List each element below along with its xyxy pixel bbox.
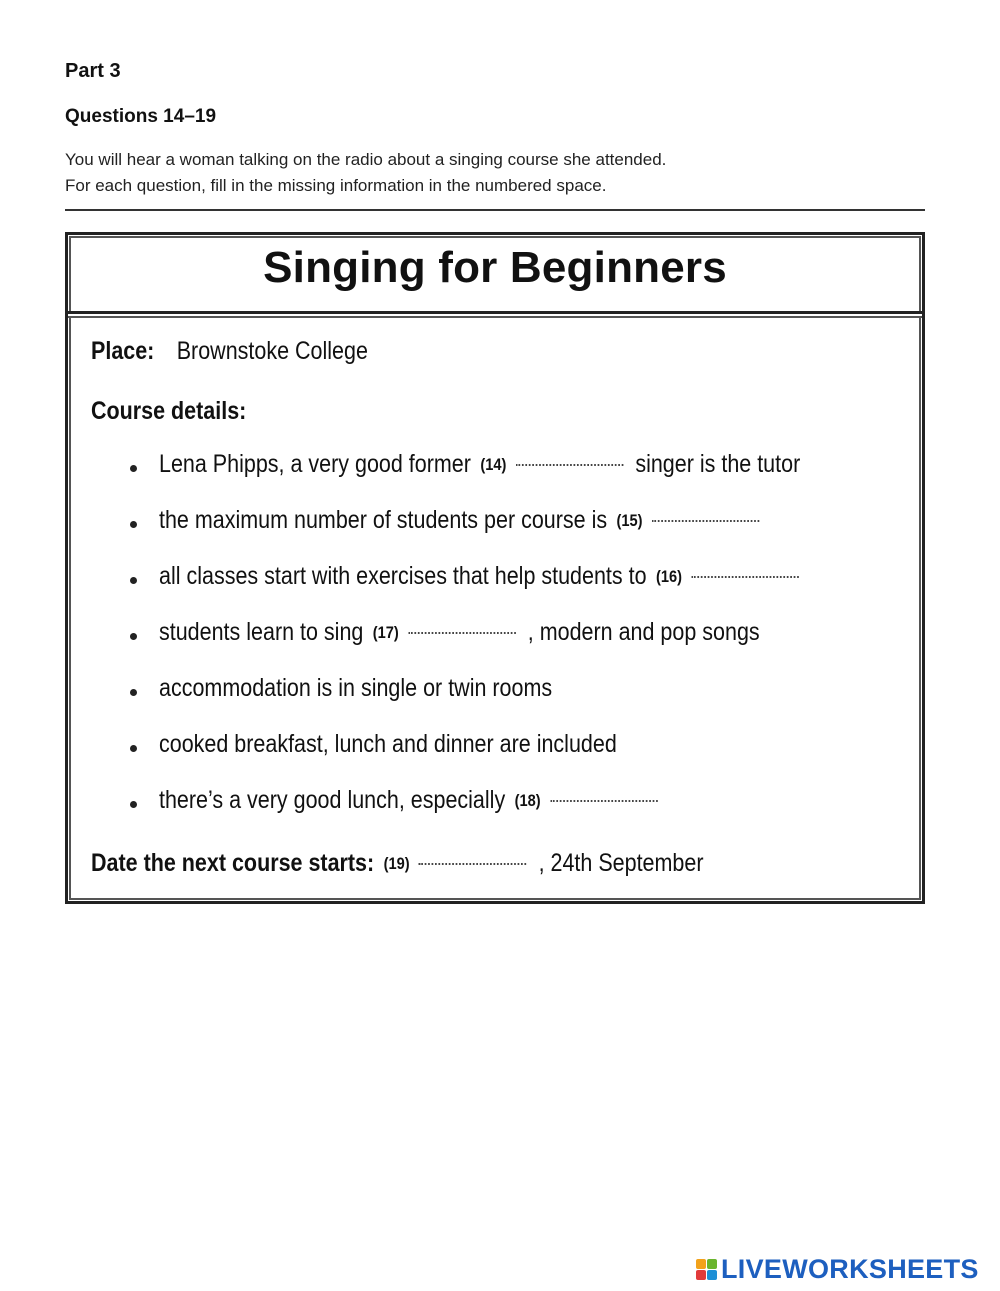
logo-text: LIVEWORKSHEETS (721, 1253, 979, 1284)
question-number: (16) (655, 567, 682, 587)
questions-heading: Questions 14–19 (65, 106, 217, 127)
next-course-date-row (91, 849, 704, 878)
box-title-area (68, 235, 922, 314)
question-number: (14) (480, 455, 507, 475)
bullet-icon (130, 521, 137, 528)
place-label: Place: (91, 337, 155, 365)
date-label: Date the next course starts: (91, 849, 375, 877)
box-title: Singing for Beginners (263, 243, 727, 292)
divider (65, 209, 925, 211)
item-text: Lena Phipps, a very good former (159, 450, 471, 478)
part-heading: Part 3 (65, 60, 121, 82)
question-number: (15) (616, 511, 643, 531)
item-text-after: singer is the tutor (635, 450, 801, 478)
bullet-icon (130, 465, 137, 472)
item-text-after: , modern and pop songs (527, 618, 760, 646)
instructions (65, 147, 666, 199)
bullet-icon (130, 745, 137, 752)
item-text: cooked breakfast, lunch and dinner are included (159, 730, 617, 758)
bullet-icon (130, 801, 137, 808)
notes-box (65, 232, 925, 904)
date-after: , 24th September (538, 849, 704, 877)
answer-blank-17[interactable] (408, 632, 516, 634)
question-number: (19) (383, 854, 410, 874)
instruction-line: You will hear a woman talking on the radio about a singing course she attended. (65, 150, 667, 169)
item-text: all classes start with exercises that help students to (159, 562, 647, 590)
liveworksheets-logo-icon (696, 1259, 717, 1280)
answer-blank-19[interactable] (419, 863, 527, 865)
place-row (91, 337, 368, 366)
course-details-label: Course details: (91, 397, 247, 425)
bullet-icon (130, 633, 137, 640)
bullet-icon (130, 577, 137, 584)
instruction-line: For each question, fill in the missing information in the numbered space. (65, 176, 607, 195)
item-text: students learn to sing (159, 618, 364, 646)
answer-blank-14[interactable] (516, 464, 624, 466)
place-value: Brownstoke College (176, 337, 368, 365)
item-text: the maximum number of students per course is (159, 506, 608, 534)
answer-blank-15[interactable] (652, 520, 760, 522)
liveworksheets-logo (696, 1254, 979, 1284)
item-text: accommodation is in single or twin rooms (159, 674, 553, 702)
answer-blank-18[interactable] (550, 800, 658, 802)
answer-blank-16[interactable] (691, 576, 799, 578)
bullet-icon (130, 689, 137, 696)
question-number: (18) (514, 791, 541, 811)
question-number: (17) (372, 623, 399, 643)
item-text: there’s a very good lunch, especially (159, 786, 506, 814)
